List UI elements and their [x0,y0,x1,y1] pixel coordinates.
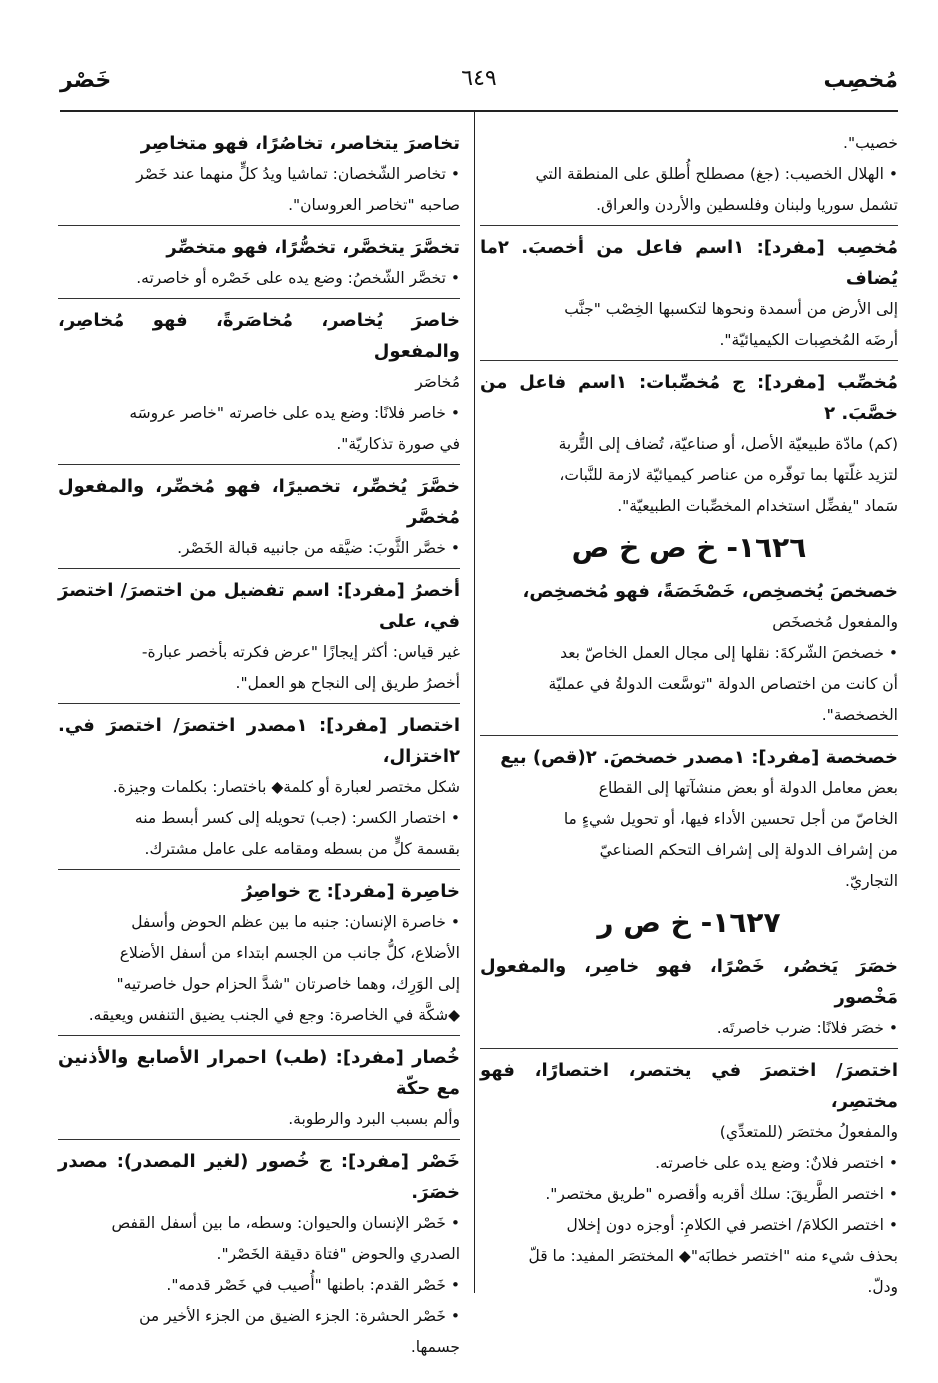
definition-line: غير قياس: أكثر إيجازًا "عرض فكرته بأخصر عبارة- [141,643,460,661]
header-first-entry: مُخصِب [823,68,898,93]
definition-line: ◆شكَّة في الخاصرة: وجع في الجنب يضيق التنفس ويعيقه. [88,1006,460,1024]
sub-entry: • اختصر فلانٌ: وضع يده على خاصرته. [480,1148,898,1179]
entry-separator [58,464,460,465]
definition-line: إلى الوَرِك، وهما خاصرتان "شدَّ الحزام حول خاصرتيه" [116,975,460,993]
header-last-entry: خَصْر [60,68,112,93]
page-number: ٦٤٩ [461,66,497,91]
entry-headword: تخاصرَ يتخاصر، تخاصُرًا، فهو متخاصِر [140,133,460,154]
sub-entry: • اختصر الكلامَ/ اختصر في الكلامِ: أوجزه دون إخلال [480,1210,898,1241]
definition-line: في صورة تذكاريّة". [336,435,460,453]
entry-separator [480,1048,898,1049]
sub-entry: • تخاصر الشّخصان: تماشيا ويدُ كلٍّ منهما عند خَصْر [58,159,460,190]
entry-headword: مُخصِب [مفرد]: ١اسم فاعل من أخصبَ. ٢ما يُضاف [480,237,898,289]
sub-entry: • خصَّر الثَّوبَ: ضيَّقه من جانبيه قبالة الخَصْر. [58,533,460,564]
definition-line: التجاريّ. [845,872,898,890]
entry-headword: خصخصة [مفرد]: ١مصدر خصخصَ. ٢(قص) بيع [500,747,898,768]
definition-line: بقسمة كلٍّ من بسطه ومقامه على عامل مشترك. [144,840,460,858]
sub-entry: • اختصار الكسر: (جب) تحويله إلى كسر أبسط منه [58,803,460,834]
root-section-heading: ١٦٢٦- خ ص خ ص [571,531,807,564]
definition-line: أرضَه المُخصِبات الكيميائيّة". [719,331,898,349]
sub-entry: • الهلال الخصيب: (جغ) مصطلح أُطلق على المنطقة التي [480,159,898,190]
entry-headword: خاصِرة [مفرد]: ج خواصِرُ [242,881,460,902]
definition-line: شكل مختصر لعبارة أو كلمة◆ باختصار: بكلمات وجيزة. [112,778,460,796]
definition-line: تشمل سوريا ولبنان وفلسطين والأردن والعراق. [596,196,898,214]
definition-line: الصدري والحوض "فتاة دقيقة الخَصْر". [216,1245,460,1263]
definition-line: (كم) مادّة طبيعيّة الأصل، أو صناعيّة، تُضاف إلى التُّربة [558,435,898,453]
definition-line: لتزيد غلّتها بما توفّره من عناصر كيميائيّة لازمة للنَّبات، [559,466,898,484]
entry-headword: خصخصَ يُخصخِص، خَصْخَصَةً، فهو مُخصخِص، [522,581,898,602]
left-column [58,128,460,1363]
definition-line: من إشراف الدولة إلى إشراف التحكم الصناعيّ [599,841,898,859]
page-header [60,62,898,102]
definition-line: بحذف شيء منه "اختصر خطابَه"◆ المختصَر المفيد: ما قلّ [528,1247,898,1265]
definition-line: إلى الأرض من أسمدة ونحوها لتكسبها الخِصْب "جنَّب [564,300,898,318]
entry-separator [480,360,898,361]
definition-line: الخاصّ من أجل تحسين الأداء فيها، أو تحويل شيءٍ ما [563,810,898,828]
entry-headword: اختصار [مفرد]: ١مصدر اختصرَ/ اختصرَ في. ٢اختزال، [58,715,460,767]
sub-entry: • خَصْر الحشرة: الجزء الضيق من الجزء الأخير من [58,1301,460,1332]
definition-line: الخصخصة". [821,706,898,724]
right-column [480,128,898,1303]
definition-line: ودلّ. [867,1278,898,1296]
entry-headword: خَصْر [مفرد]: ج خُصور (لغير المصدر): مصدر خصَرَ. [58,1151,460,1203]
entry-headword: خاصرَ يُخاصر، مُخاصَرةً، فهو مُخاصِر، والمفعول [58,310,460,362]
entry-headword: خصَرَ يَخصُر، خَصْرًا، فهو خاصِر، والمفعول مَخْصور [480,956,898,1008]
sub-entry: • خاصر فلانًا: وضع يده على خاصرته "خاصر عروسَه [58,398,460,429]
definition-line: مُخاصَر [415,373,460,391]
entry-separator [480,735,898,736]
entry-separator [58,568,460,569]
sub-entry: • خَصْر القدم: باطنها "أُصيب في خَصْر قدمه". [58,1270,460,1301]
entry-headword: مُخصِّب [مفرد]: ج مُخصِّبات: ١اسم فاعل من خصَّبَ. ٢ [480,372,898,424]
definition-line: جسمها. [410,1338,460,1356]
entry-separator [58,298,460,299]
sub-entry: • خاصرة الإنسان: جنبه ما بين عظم الحوض وأسفل [58,907,460,938]
definition-line: والمفعول مُخصخَص [772,613,898,631]
root-section-heading: ١٦٢٧- خ ص ر [597,906,781,939]
definition-line: أخصرُ طريق إلى النجاح هو العمل". [235,674,460,692]
entry-headword: خصَّرَ يُخصِّر، تخصيرًا، فهو مُخصِّر، والمفعول مُخصَّر [58,476,460,528]
entry-headword: تخصَّرَ يتخصَّر، تخصُّرًا، فهو متخصِّر [166,237,460,258]
header-rule [60,110,898,112]
definition-line: الأضلاع، كلُّ جانب من الجسم ابتداء من أسفل الأضلاع [119,944,460,962]
sub-entry: • اختصر الطَّريقَ: سلك أقربه وأقصره "طريق مختصر". [480,1179,898,1210]
definition-line: أن كانت من اختصاص الدولة "توسَّعت الدولةُ في عمليّة [548,675,898,693]
sub-entry: • خصَر فلانًا: ضرب خاصرتَه. [480,1013,898,1044]
entry-headword: اختصرَ/ اختصرَ في يختصر، اختصارًا، فهو مختصِر، [480,1060,898,1112]
entry-separator [58,869,460,870]
entry-separator [58,225,460,226]
entry-separator [480,225,898,226]
definition-line: والمفعولُ مختصَر (للمتعدِّي) [719,1123,898,1141]
entry-separator [58,1035,460,1036]
definition-line: وألم بسبب البرد والرطوبة. [288,1110,460,1128]
sub-entry: • خصخصَ الشّركةَ: نقلها إلى مجال العمل الخاصّ بعد [480,638,898,669]
entry-headword: أخصرُ [مفرد]: اسم تفضيل من اختصرَ/ اختصرَ في، على [58,580,460,632]
entry-separator [58,1139,460,1140]
entry-separator [58,703,460,704]
column-divider [474,112,475,1293]
definition-line: بعض معامل الدولة أو بعض منشآتها إلى القطاع [598,779,898,797]
definition-line: صاحبه "تخاصر العروسان". [288,196,460,214]
entry-continuation: خصيب". [843,134,898,152]
definition-line: سَماد "يفضِّل استخدام المخصِّبات الطبيعيّة". [617,497,898,515]
sub-entry: • خَصْر الإنسان والحيوان: وسطه، ما بين أسفل القفص [58,1208,460,1239]
sub-entry: • تخصَّر الشّخصُ: وضع يده على خَصْره أو خاصرته. [58,263,460,294]
entry-headword: خُصار [مفرد]: (طب) احمرار الأصابع والأذنين مع حكّة [58,1047,460,1099]
